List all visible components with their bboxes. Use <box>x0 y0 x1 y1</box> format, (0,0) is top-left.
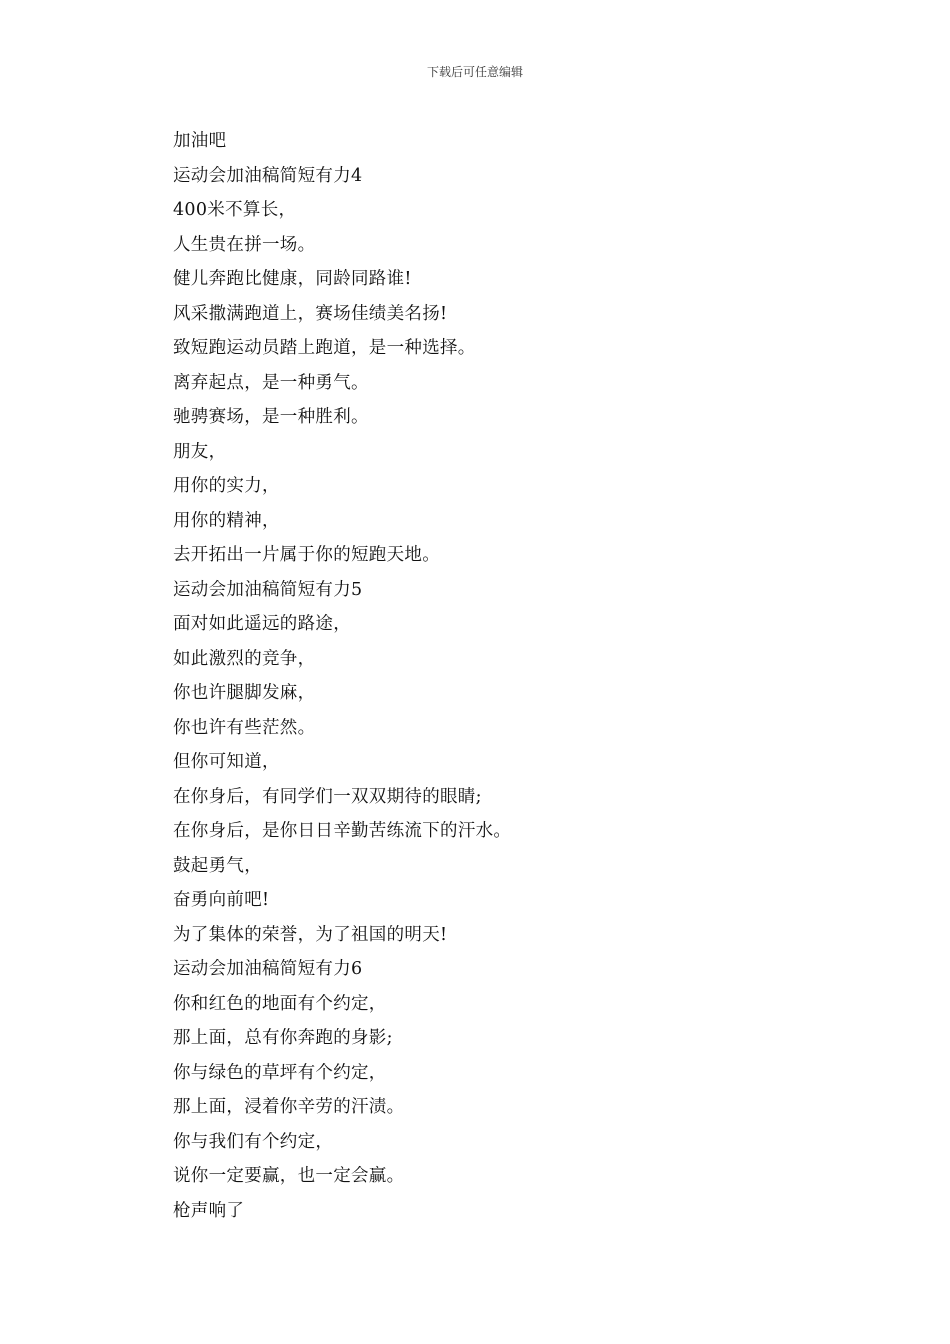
text-line: 在你身后，是你日日辛勤苦练流下的汗水。 <box>173 821 512 841</box>
text-line: 朋友， <box>173 441 227 462</box>
text-line: 如此激烈的竞争， <box>173 648 316 669</box>
text-line: 400米不算长， <box>173 200 297 220</box>
page-header-note: 下载后可任意编辑 <box>426 65 523 79</box>
text-line: 那上面，浸着你辛劳的汗渍。 <box>173 1097 405 1117</box>
section-heading: 运动会加油稿简短有力4 <box>173 165 363 186</box>
text-line: 你也许腿脚发麻， <box>173 683 316 703</box>
section-heading: 运动会加油稿简短有力6 <box>173 959 363 979</box>
document-body <box>173 124 793 1228</box>
text-line: 枪声响了 <box>173 1200 245 1221</box>
text-line: 加油吧 <box>173 131 227 151</box>
text-line: 你也许有些茫然。 <box>173 717 316 738</box>
text-line: 那上面，总有你奔跑的身影; <box>173 1028 393 1048</box>
text-line: 致短跑运动员踏上跑道，是一种选择。 <box>173 338 476 358</box>
text-line: 风采撒满跑道上，赛场佳绩美名扬! <box>173 303 448 324</box>
text-line: 鼓起勇气， <box>173 855 262 876</box>
text-line: 离弃起点，是一种勇气。 <box>173 372 369 393</box>
text-line: 去开拓出一片属于你的短跑天地。 <box>173 545 440 565</box>
text-line: 说你一定要赢，也一定会赢。 <box>173 1166 405 1186</box>
text-line: 用你的实力， <box>173 476 280 496</box>
text-line: 人生贵在拼一场。 <box>173 234 316 255</box>
text-line: 驰骋赛场，是一种胜利。 <box>173 407 369 427</box>
text-line: 面对如此遥远的路途， <box>173 614 351 634</box>
section-heading: 运动会加油稿简短有力5 <box>173 579 363 600</box>
text-line: 为了集体的荣誉，为了祖国的明天! <box>173 924 448 945</box>
text-line: 健儿奔跑比健康，同龄同路谁! <box>173 269 412 289</box>
text-line: 你和红色的地面有个约定， <box>173 993 387 1014</box>
text-line: 但你可知道， <box>173 752 280 772</box>
text-line: 你与我们有个约定， <box>173 1131 334 1152</box>
text-line: 你与绿色的草坪有个约定， <box>173 1062 387 1083</box>
text-line: 奋勇向前吧! <box>173 890 270 910</box>
text-line: 在你身后，有同学们一双双期待的眼睛; <box>173 786 482 807</box>
text-line: 用你的精神， <box>173 510 280 531</box>
